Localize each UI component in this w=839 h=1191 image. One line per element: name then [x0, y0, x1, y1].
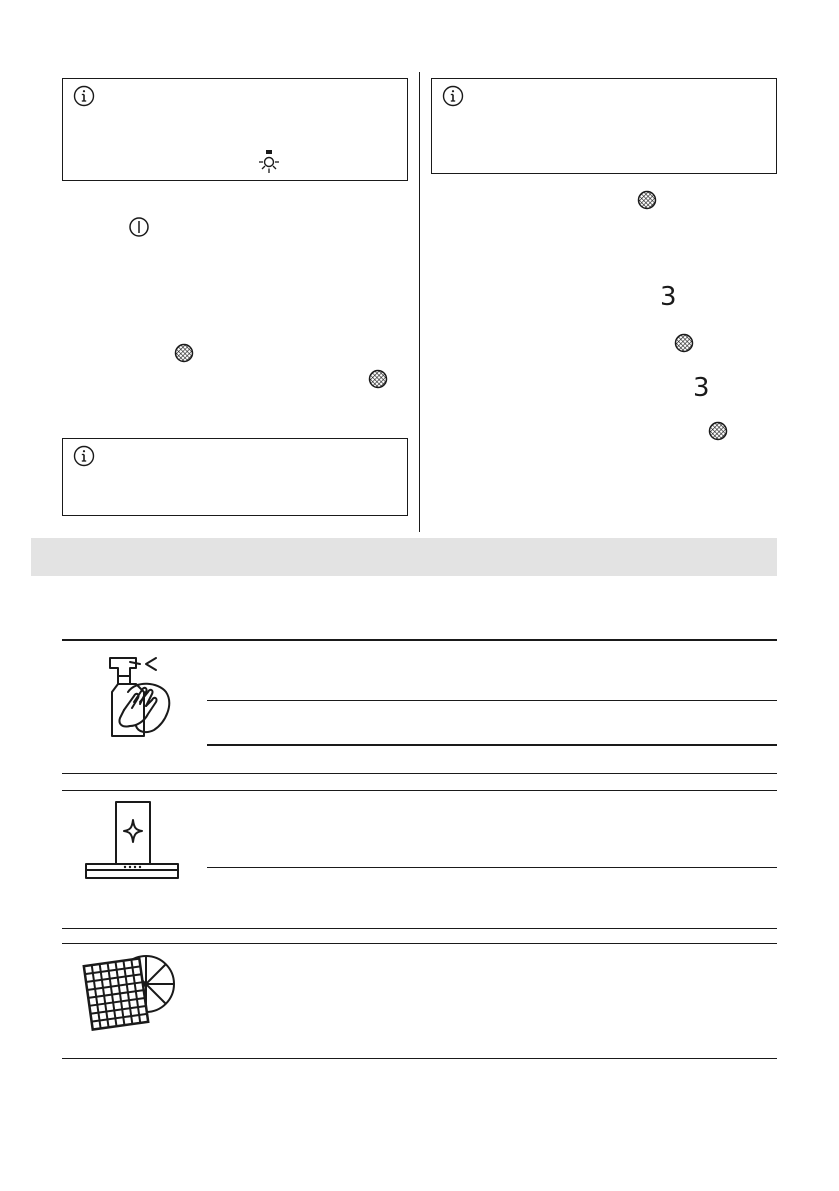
grease-filter-icon	[82, 950, 178, 1038]
level-3-glyph: 3	[660, 282, 677, 312]
table-inner-rule	[207, 867, 777, 868]
table-top-rule	[62, 639, 777, 641]
info-circle-icon	[73, 85, 95, 107]
filter-grid-icon	[368, 369, 388, 389]
table-row-rule	[62, 928, 777, 929]
info-box-note	[62, 438, 408, 516]
power-icon	[128, 216, 150, 238]
section-heading-band	[31, 538, 777, 576]
info-box-light	[62, 78, 408, 181]
spray-bottle-cloth-icon	[100, 652, 174, 738]
table-inner-rule	[207, 700, 777, 701]
filter-grid-icon	[708, 421, 728, 441]
filter-grid-icon	[174, 343, 194, 363]
table-row-rule	[62, 773, 777, 774]
info-circle-icon	[442, 85, 464, 107]
table-row-rule	[62, 943, 777, 944]
info-box-right	[431, 78, 777, 174]
cooker-hood-sparkle-icon	[84, 800, 180, 880]
filter-grid-icon	[674, 333, 694, 353]
light-bulb-icon	[257, 149, 281, 175]
table-inner-rule	[207, 744, 777, 746]
table-row-rule	[62, 790, 777, 791]
column-divider	[419, 72, 420, 532]
info-circle-icon	[73, 445, 95, 467]
filter-grid-icon	[637, 190, 657, 210]
level-3-glyph: 3	[693, 373, 710, 403]
table-bottom-rule	[62, 1058, 777, 1059]
